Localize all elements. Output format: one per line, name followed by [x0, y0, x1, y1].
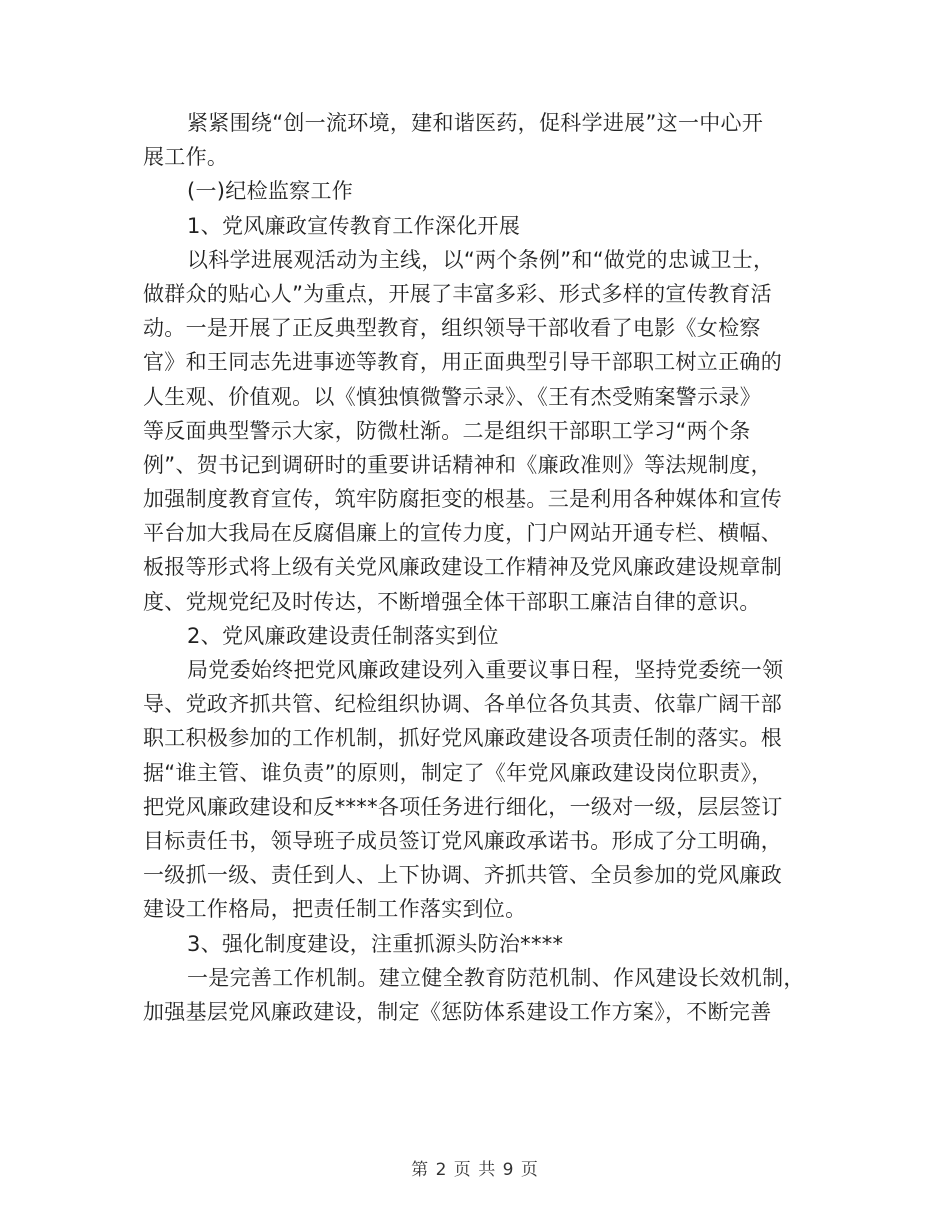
text-line: 把党风廉政建设和反****各项任务进行细化，一级对一级，层层签订 [143, 794, 783, 819]
text-line: 等反面典型警示大家，防微杜渐。二是组织干部职工学习“两个条 [143, 418, 751, 443]
text-line: 做群众的贴心人”为重点，开展了丰富多彩、形式多样的宣传教育活 [143, 281, 772, 306]
document-body [143, 106, 808, 1029]
text-line: 紧紧围绕“创一流环境，建和谐医药，促科学进展”这一中心开 [187, 111, 764, 135]
paragraph [143, 927, 808, 961]
paragraph [143, 174, 808, 208]
text-line: 展工作。 [143, 145, 229, 170]
text-line: 例”、贺书记到调研时的重要讲话精神和《廉政准则》等法规制度， [143, 452, 772, 477]
text-line: 1、党风廉政宣传教育工作深化开展 [187, 213, 521, 238]
text-line: 平台加大我局在反腐倡廉上的宣传力度，门户网站开通专栏、横幅、 [143, 521, 782, 546]
text-line: 人生观、价值观。以《慎独慎微警示录》、《王有杰受贿案警示录》 [143, 384, 761, 409]
text-line: (一)纪检监察工作 [187, 179, 354, 204]
paragraph [143, 961, 808, 1029]
text-line: 加强基层党风廉政建设，制定《惩防体系建设工作方案》，不断完善 [143, 999, 772, 1024]
text-line: 一级抓一级、责任到人、上下协调、齐抓共管、全员参加的党风廉政 [143, 863, 782, 888]
paragraph [143, 243, 808, 619]
paragraph [143, 619, 808, 653]
text-line: 导、党政齐抓共管、纪检组织协调、各单位各负其责、依靠广阔干部 [143, 692, 782, 717]
text-line: 官》和王同志先进事迹等教育，用正面典型引导干部职工树立正确的 [143, 350, 782, 375]
paragraph [143, 209, 808, 243]
text-line: 局党委始终把党风廉政建设列入重要议事日程，坚持党委统一领 [187, 658, 784, 682]
paragraph [143, 653, 808, 927]
text-line: 一是完善工作机制。建立健全教育防范机制、作风建设长效机制， [187, 965, 805, 990]
text-line: 以科学进展观活动为主线，以“两个条例”和“做党的忠诚卫士， [187, 247, 775, 272]
text-line: 目标责任书，领导班子成员签订党风廉政承诺书。形成了分工明确， [143, 828, 782, 853]
text-line: 2、党风廉政建设责任制落实到位 [187, 623, 499, 648]
text-line: 建设工作格局，把责任制工作落实到位。 [143, 897, 527, 922]
text-line: 据“谁主管、谁负责”的原则，制定了《年党风廉政建设岗位职责》， [143, 760, 773, 785]
page-footer: 第 2 页 共 9 页 [411, 1160, 539, 1180]
text-line: 职工积极参加的工作机制，抓好党风廉政建设各项责任制的落实。根 [143, 726, 782, 751]
text-line: 度、党规党纪及时传达，不断增强全体干部职工廉洁自律的意识。 [143, 589, 761, 614]
text-line: 3、强化制度建设，注重抓源头防治**** [187, 931, 564, 956]
text-line: 板报等形式将上级有关党风廉政建设工作精神及党风廉政建设规章制 [143, 555, 782, 580]
text-line: 加强制度教育宣传，筑牢防腐拒变的根基。三是利用各种媒体和宣传 [143, 487, 782, 512]
paragraph [143, 106, 808, 174]
text-line: 动。一是开展了正反典型教育，组织领导干部收看了电影《女检察 [143, 316, 761, 341]
